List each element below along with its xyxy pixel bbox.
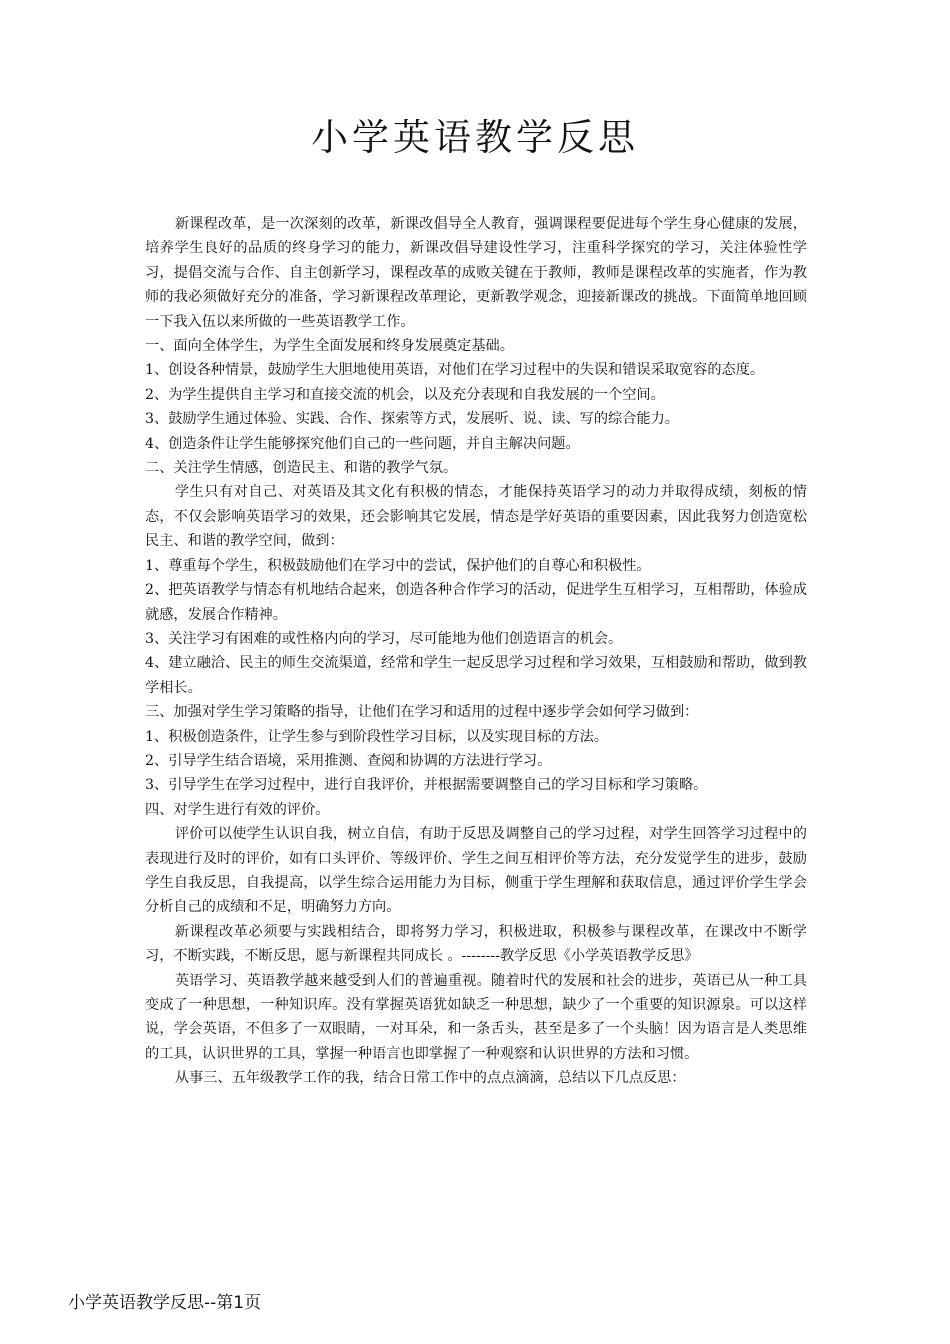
section-heading-3: 三、加强对学生学习策略的指导，让他们在学习和适用的过程中逐步学会如何学习做到： [145,704,699,721]
list-item: 1、积极创造条件，让学生参与到阶段性学习目标，以及实现目标的方法。 [145,728,609,745]
section-heading-1: 一、面向全体学生，为学生全面发展和终身发展奠定基础。 [145,338,514,355]
paragraph: 评价可以使学生认识自我，树立自信，有助于反思及调整自己的学习过程，对学生回答学习过程中的表现进行及时的评价，如有口头评价、等级评价、学生之间互相评价等方法，充分发觉学生的进步，鼓励学生自我反思，自我提高，以学生综合运用能力为目标，侧重于学生理解和获取信息，通过评价学生学会分析自己的成绩和不足，明确努力方向。 [145,826,807,916]
paragraph: 英语学习、英语教学越来越受到人们的普遍重视。随着时代的发展和社会的进步，英语已从一种工具变成了一种思想，一种知识库。没有掌握英语犹如缺乏一种思想，缺少了一个重要的知识源泉。可以这样说，学会英语，不但多了一双眼睛，一对耳朵，和一条舌头，甚至是多了一个头脑！因为语言是人类思维的工具，认识世界的工具，掌握一种语言也即掌握了一种观察和认识世界的方法和习惯。 [145,972,807,1062]
list-item: 2、引导学生结合语境，采用推测、查阅和协调的方法进行学习。 [145,752,552,769]
paragraph-intro: 新课程改革，是一次深刻的改革，新课改倡导全人教育，强调课程要促进每个学生身心健康的发展，培养学生良好的品质的终身学习的能力，新课改倡导建设性学习，注重科学探究的学习，关注体验性学习，提倡交流与合作、自主创新学习，课程改革的成败关键在于教师，教师是课程改革的实施者，作为教师的我必须做好充分的准备，学习新课程改革理论，更新教学观念，迎接新课改的挑战。下面简单地回顾一下我入伍以来所做的一些英语教学工作。 [145,216,807,330]
list-item: 2、把英语教学与情态有机地结合起来，创造各种合作学习的活动，促进学生互相学习，互相帮助，体验成就感，发展合作精神。 [145,582,807,623]
section-heading-4: 四、对学生进行有效的评价。 [145,801,330,818]
list-item: 4、建立融洽、民主的师生交流渠道，经常和学生一起反思学习过程和学习效果，互相鼓励和帮助，做到教学相长。 [145,655,807,696]
paragraph: 从事三、五年级教学工作的我，结合日常工作中的点点滴滴，总结以下几点反思： [174,1070,686,1087]
list-item: 3、鼓励学生通过体验、实践、合作、探索等方式，发展听、说、读、写的综合能力。 [145,411,679,428]
page-footer: 小学英语教学反思--第1页 [68,1293,262,1313]
list-item: 1、创设各种情景，鼓励学生大胆地使用英语，对他们在学习过程中的失误和错误采取宽容的态度。 [145,362,765,379]
list-item: 3、引导学生在学习过程中，进行自我评价，并根据需要调整自己的学习目标和学习策略。 [145,777,708,794]
section-heading-2: 二、关注学生情感，创造民主、和谐的教学气氛。 [145,460,458,477]
paragraph: 学生只有对自己、对英语及其文化有积极的情态，才能保持英语学习的动力并取得成绩，刻板的情态，不仅会影响英语学习的效果，还会影响其它发展，情态是学好英语的重要因素，因此我努力创造宽松民主、和谐的教学空间，做到： [145,484,807,550]
list-item: 2、为学生提供自主学习和直接交流的机会，以及充分表现和自我发展的一个空间。 [145,386,665,403]
list-item: 1、尊重每个学生，积极鼓励他们在学习中的尝试，保护他们的自尊心和积极性。 [145,557,651,574]
list-item: 3、关注学习有困难的或性格内向的学习，尽可能地为他们创造语言的机会。 [145,630,623,647]
document-body [145,212,807,1091]
page-title: 小学英语教学反思 [311,116,639,159]
paragraph: 新课程改革必须要与实践相结合，即将努力学习，积极进取，积极参与课程改革，在课改中不断学习，不断实践，不断反思，愿与新课程共同成长 。--------教学反思《小学英语教学反思》 [145,923,807,965]
list-item: 4、创造条件让学生能够探究他们自己的一些问题，并自主解决问题。 [145,435,580,452]
